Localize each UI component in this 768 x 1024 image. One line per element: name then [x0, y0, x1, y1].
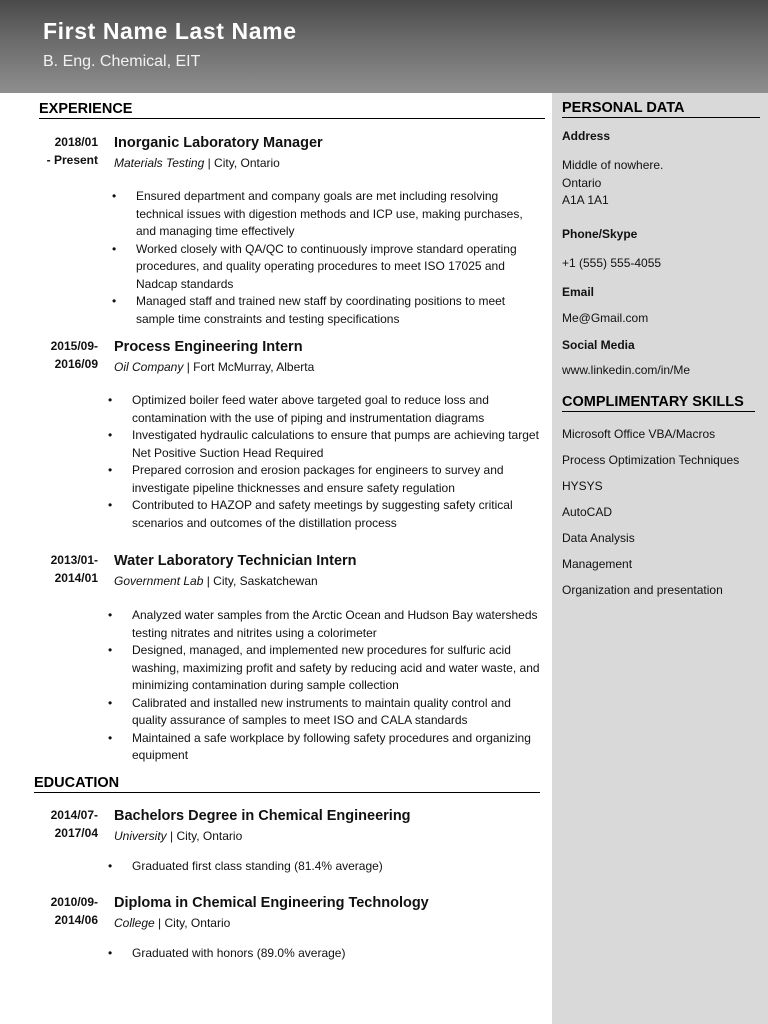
job-date: [6, 134, 98, 169]
social-media-link[interactable]: www.linkedin.com/in/Me: [562, 363, 691, 377]
job-bullets: [136, 188, 531, 328]
job-organization: [114, 360, 314, 374]
job-bullets: [132, 607, 542, 765]
resume-header: [0, 0, 768, 93]
candidate-name: First Name Last Name: [43, 18, 297, 44]
skill-item: Microsoft Office VBA/Macros: [562, 427, 716, 441]
address-line: A1A 1A1: [562, 193, 609, 207]
skill-item: Data Analysis: [562, 531, 635, 545]
education-bullets: [132, 858, 542, 876]
organization-name: Oil Company: [114, 360, 184, 374]
list-item: • Designed, managed, and implemented new procedures for sulfuric acid washing, maximizing profit and safety by reducing acid and water waste, and minimizing contamination during sample collection: [132, 642, 542, 695]
experience-heading: EXPERIENCE: [39, 101, 545, 119]
skill-item: Process Optimization Techniques: [562, 453, 740, 467]
list-item: • Managed staff and trained new staff by coordinating positions to meet sample time constraints and testing specifications: [136, 293, 531, 328]
job-bullets: [132, 392, 542, 532]
education-date-end: 2017/04: [54, 825, 98, 840]
list-item: • Analyzed water samples from the Arctic Ocean and Hudson Bay watersheds testing nitrates and nitrites using a colorimeter: [132, 607, 542, 642]
organization-location: | City, Ontario: [204, 156, 280, 170]
email-label: Email: [562, 285, 595, 299]
job-organization: [114, 574, 318, 588]
job-title: Water Laboratory Technician Intern: [114, 553, 357, 569]
main-column: [0, 93, 552, 1024]
education-title: Diploma in Chemical Engineering Technology: [114, 895, 429, 911]
job-title: Process Engineering Intern: [114, 339, 303, 355]
education-institution: [114, 829, 242, 843]
institution-name: University: [114, 829, 167, 843]
phone-value: +1 (555) 555-4055: [562, 256, 662, 270]
job-date-end: 2016/09: [54, 356, 98, 371]
job-date-start: 2013/01-: [50, 553, 98, 567]
education-title: Bachelors Degree in Chemical Engineering: [114, 808, 411, 824]
list-item: • Worked closely with QA/QC to continuously improve standard operating procedures, and quality operating procedures to meet ISO 17025 and Nadcap standards: [136, 241, 531, 294]
education-date-end: 2014/06: [54, 912, 98, 927]
organization-location: | Fort McMurray, Alberta: [183, 360, 315, 374]
job-title: Inorganic Laboratory Manager: [114, 135, 323, 151]
institution-name: College: [114, 916, 155, 930]
institution-location: | City, Ontario: [166, 829, 243, 843]
personal-data-heading: PERSONAL DATA: [562, 100, 760, 118]
phone-label: Phone/Skype: [562, 227, 638, 241]
list-item: • Prepared corrosion and erosion packages for engineers to survey and investigate pipeline thicknesses and ensure safety regulation: [132, 462, 542, 497]
job-date-start: 2015/09-: [50, 339, 98, 353]
skill-item: Management: [562, 557, 633, 571]
candidate-credentials: B. Eng. Chemical, EIT: [43, 53, 201, 70]
email-value: Me@Gmail.com: [562, 311, 649, 325]
organization-name: Government Lab: [114, 574, 204, 588]
institution-location: | City, Ontario: [154, 916, 231, 930]
job-date: [6, 552, 98, 587]
skill-item: HYSYS: [562, 479, 603, 493]
education-bullets: [132, 945, 542, 963]
skill-item: AutoCAD: [562, 505, 613, 519]
job-date: [6, 338, 98, 373]
job-date-end: - Present: [46, 152, 98, 167]
education-institution: [114, 916, 230, 930]
social-media-label: Social Media: [562, 338, 635, 352]
education-date: [6, 894, 98, 929]
address-line: Middle of nowhere.: [562, 158, 664, 172]
sidebar: [552, 93, 768, 1024]
skill-item: Organization and presentation: [562, 583, 723, 597]
education-date-start: 2010/09-: [50, 895, 98, 909]
list-item: • Graduated with honors (89.0% average): [132, 945, 542, 963]
job-date-start: 2018/01: [54, 135, 98, 149]
list-item: • Contributed to HAZOP and safety meetings by suggesting safety critical scenarios and outcomes of the distillation process: [132, 497, 542, 532]
list-item: • Maintained a safe workplace by following safety procedures and organizing equipment: [132, 730, 542, 765]
list-item: • Graduated first class standing (81.4% average): [132, 858, 542, 876]
list-item: • Ensured department and company goals are met including resolving technical issues with digestion methods and ICP use, making purchases, and managing time effectively: [136, 188, 531, 241]
education-date-start: 2014/07-: [50, 808, 98, 822]
address-line: Ontario: [562, 176, 602, 190]
skills-heading: COMPLIMENTARY SKILLS: [562, 394, 755, 412]
organization-name: Materials Testing: [114, 156, 205, 170]
education-heading: EDUCATION: [34, 775, 540, 793]
list-item: • Calibrated and installed new instruments to maintain quality control and quality assurance of samples to meet ISO and CALA standards: [132, 695, 542, 730]
list-item: • Optimized boiler feed water above targeted goal to reduce loss and contamination with the use of piping and instrumentation diagrams: [132, 392, 542, 427]
job-organization: [114, 156, 280, 170]
job-date-end: 2014/01: [54, 570, 98, 585]
address-label: Address: [562, 129, 611, 143]
education-date: [6, 807, 98, 842]
list-item: • Investigated hydraulic calculations to ensure that pumps are achieving target Net Positive Suction Head Required: [132, 427, 542, 462]
organization-location: | City, Saskatchewan: [203, 574, 318, 588]
